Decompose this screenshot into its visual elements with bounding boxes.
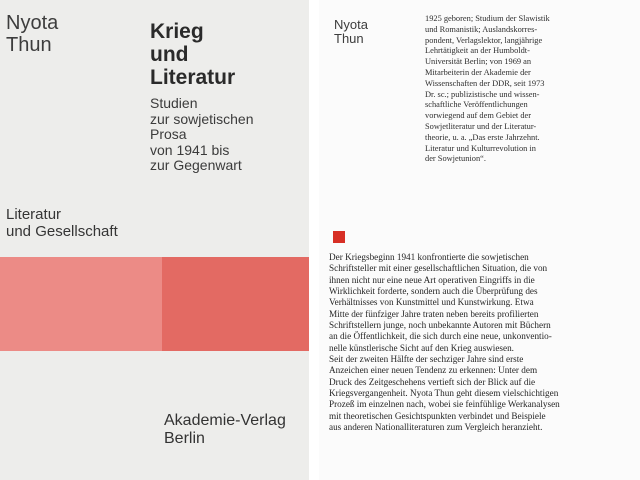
back-author-line: Thun bbox=[334, 31, 364, 46]
bio-line: pondent, Verlagslektor, langjährige bbox=[425, 35, 543, 45]
bio-line: theorie, u. a. „Das erste Jahrzehnt. bbox=[425, 132, 540, 142]
title-line: und bbox=[150, 43, 189, 66]
blurb-line: Der Kriegsbeginn 1941 konfrontierte die sowjetischen bbox=[329, 252, 529, 262]
blurb-line: nelle künstlerische Sicht auf den Krieg auswiesen. bbox=[329, 342, 514, 353]
blurb-line: Verhältnisses von Kunstmittel und Kunstwirkung. Etwa bbox=[329, 297, 534, 308]
subtitle-line: zur Gegenwart bbox=[150, 157, 242, 173]
blurb-line: Mitte der fünfziger Jahre traten neben bereits profilierten bbox=[329, 308, 539, 319]
book-title bbox=[150, 20, 235, 89]
blurb-line: Wirklichkeit forderte, sondern auch die Überprüfung des bbox=[329, 286, 538, 297]
front-author bbox=[6, 12, 58, 56]
back-cover bbox=[319, 0, 640, 480]
series-name bbox=[6, 206, 118, 240]
cover-gap bbox=[309, 0, 319, 480]
subtitle-line: zur sowjetischen bbox=[150, 110, 254, 127]
bio-line: vorwiegend auf dem Gebiet der bbox=[425, 111, 532, 121]
blurb-text bbox=[329, 252, 637, 434]
series-line: Literatur bbox=[6, 206, 62, 223]
subtitle-line: Prosa bbox=[150, 126, 187, 142]
series-line: und Gesellschaft bbox=[6, 223, 118, 240]
bio-line: Mitarbeiterin der Akademie der bbox=[425, 67, 531, 77]
bio-line: Sowjetliteratur und der Literatur- bbox=[425, 121, 537, 131]
blurb-line: ihnen nicht nur eine neue Art operativen Eingriffs in die bbox=[329, 274, 535, 285]
blurb-line: Seit der zweiten Hälfte der sechziger Jahre sind erste bbox=[329, 354, 524, 365]
subtitle-line: Studien bbox=[150, 95, 198, 111]
bio-line: Dr. sc.; publizistische und wissen- bbox=[425, 89, 540, 99]
blurb-line: aus anderen Nationalliteraturen zum Vergleich heranzieht. bbox=[329, 422, 543, 433]
author-biography bbox=[425, 14, 633, 165]
blurb-line: Druck des Zeitgeschehens vertieft sich der Blick auf die bbox=[329, 376, 536, 387]
bio-line: Literatur und Kulturrevolution in bbox=[425, 143, 536, 153]
bio-line: schaftliche Veröffentlichungen bbox=[425, 100, 528, 110]
color-band-dark bbox=[162, 257, 309, 351]
blurb-line: mit theoretischen Gesichtspunkten verbindet und Beispiele bbox=[329, 410, 546, 421]
bio-line: Wissenschaften der DDR, seit 1973 bbox=[425, 78, 545, 88]
blurb-line: Schriftsteller mit einer gesellschaftlichen Situation, die von bbox=[329, 263, 548, 274]
publisher bbox=[164, 412, 286, 448]
blurb-line: Schriftstellern junge, noch unbekannte Autoren mit Büchern bbox=[329, 320, 551, 331]
bio-line: und Romanistik; Auslandskorres- bbox=[425, 24, 538, 34]
red-square-marker bbox=[333, 231, 345, 243]
back-author-line: Nyota bbox=[334, 17, 368, 32]
subtitle-line: von 1941 bis bbox=[150, 141, 230, 158]
book-subtitle bbox=[150, 96, 254, 174]
bio-line: Lehrtätigkeit an der Humboldt- bbox=[425, 46, 530, 56]
blurb-line: Anzeichen einer neuen Tendenz zu erkennen: Unter dem bbox=[329, 365, 538, 376]
publisher-line: Berlin bbox=[164, 430, 205, 447]
blurb-line: Kriegsvergangenheit. Nyota Thun geht diesem vielschichtigen bbox=[329, 388, 559, 399]
front-author-line: Thun bbox=[6, 34, 52, 56]
front-author-line: Nyota bbox=[6, 12, 59, 34]
bio-line: Universität Berlin; von 1969 an bbox=[425, 57, 532, 67]
publisher-line: Akademie-Verlag bbox=[164, 412, 286, 429]
title-line: Literatur bbox=[150, 66, 236, 89]
blurb-line: an die Öffentlichkeit, die sich durch eine neue, unkonventio- bbox=[329, 331, 552, 342]
title-line: Krieg bbox=[150, 20, 204, 43]
color-band-light bbox=[0, 257, 162, 351]
bio-line: 1925 geboren; Studium der Slawistik bbox=[425, 14, 550, 23]
back-author bbox=[334, 18, 368, 46]
bio-line: der Sowjetunion“. bbox=[425, 154, 486, 164]
blurb-line: Prozeß im einzelnen nach, wobei sie feinfühlige Werkanalysen bbox=[329, 399, 560, 410]
front-cover bbox=[0, 0, 309, 480]
